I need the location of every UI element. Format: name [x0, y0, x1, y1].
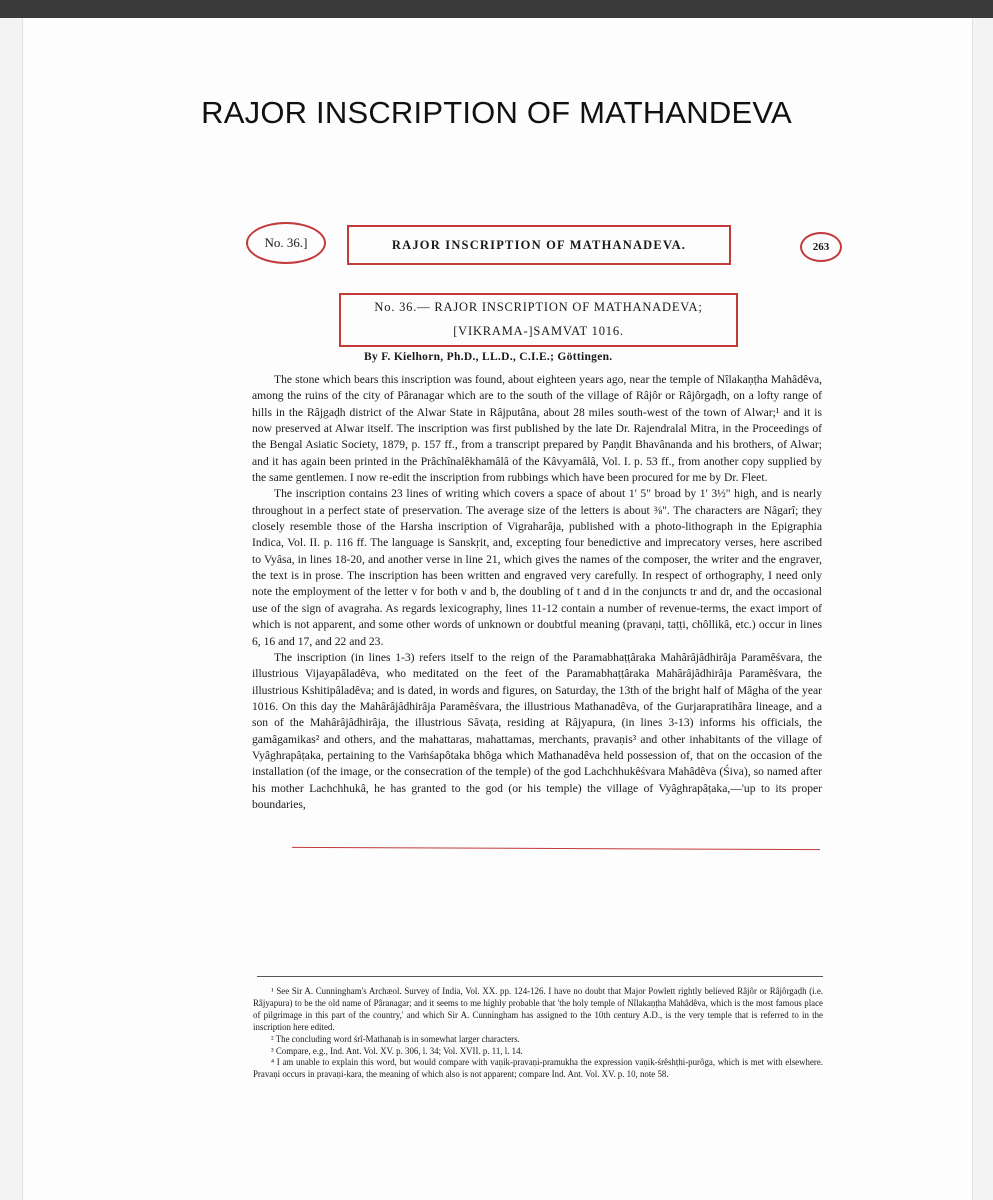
- footnote: ² The concluding word śrî-Mathanaḥ is in somewhat larger characters.: [271, 1033, 520, 1044]
- paragraph: The stone which bears this inscription was found, about eighteen years ago, near the temple of Nîlakaṇṭha Mahâdêva, among the ruins of the city of Pâranagar which are to the south of the village of Râjôr or Râjôrgaḍh, on a lofty range of hills in the Râjgaḍh district of the Alwar State in Râjputâna, about 28 miles south-west of the town of Alwar;¹ and it is now preserved at Alwar itself. The inscription was first published by the late Dr. Rajendralal Mitra, in the Proceedings of the Bengal Asiatic Society, 1879, p. 157 ff., from a transcript prepared by Paṇḍit Bhavânanda and his brothers, of Alwar; and it has again been printed in the Prâchînalêkhamâlâ of the Kâvyamâlâ, Vol. I. p. 53 ff., from another copy supplied by the same gentlemen. I now re-edit the inscription from rubbings which have been procured for me by Dr. Fleet.: [252, 373, 822, 485]
- page-number-text: 263: [812, 241, 830, 253]
- paragraph: The inscription contains 23 lines of writing which covers a space of about 1' 5" broad by 1' 3½" high, and is nearly throughout in a perfect state of preservation. The average size of the letters is about ⅜". The characters are Nâgarî; they closely resemble those of the Harsha inscription of Vigraharâja, published with a photo-lithograph in the Epigraphia Indica, Vol. II. p. 116 ff. The language is Sanskṛit, and, excepting four benedictive and imprecatory verses, here ascribed to Vyâsa, in lines 18-20, and another verse in line 21, which gives the names of the composer, the writer and the engraver, the text is in prose. The inscription has been written and engraved very carefully. In respect of orthography, I need only note the employment of the letter v for both v and b, the doubling of t and d in the conjuncts tr and dr, and the occasional use of the sign of avagraha. As regards lexicography, lines 11-12 contain a number of revenue-terms, the exact import of which is not apparent, and some other words of unknown or doubtful meaning (pravaṇi, taṭṭi, chôllikâ, etc.) occur in lines 6, 16 and 17, and 22 and 23.: [252, 487, 822, 648]
- paragraph: The inscription (in lines 1-3) refers itself to the reign of the Paramabhaṭṭâraka Mahârâjâdhirâja Paramêśvara, the illustrious Vijayapâladêva, who meditated on the feet of the Paramabhaṭṭâraka Mahârâjâdhirâja Paramêśvara, the illustrious Kshitipâladêva; and is dated, in words and figures, on Saturday, the 13th of the bright half of Mâgha of the year 1016. On this day the Mahârâjâdhirâja Paramêśvara, the illustrious Mathanadêva, of the Gurjarapratihâra lineage, and a son of the Mahârâjâdhirâja, the illustrious Sâvaṭa, residing at Râjyapura, (in lines 3-13) informs his officials, the gamâgamikas² and others, and the mahattaras, mahattamas, merchants, pravaṇis³ and other inhabitants of the village of Vyâghrapâṭaka, pertaining to the Vaṁśapôtaka bhôga which Mathanadêva held possession of, that on the occasion of the installation (of the image, or the consecration of the temple) of the god Lachchhukêśvara Mahâdêva (Śiva), so named after his mother Lachchhukâ, he has granted to the god (or his temple) the village of Vyâghrapâṭaka,—'up to its proper boundaries,: [252, 650, 822, 811]
- top-bar: [0, 0, 993, 18]
- footnotes: [253, 986, 823, 1136]
- article-byline: By F. Kielhorn, Ph.D., LL.D., C.I.E.; Göttingen.: [364, 351, 613, 363]
- footnote: ³ Compare, e.g., Ind. Ant. Vol. XV. p. 306, l. 34; Vol. XVII. p. 11, l. 14.: [271, 1045, 523, 1056]
- page-number: [800, 232, 842, 262]
- article-heading-line1: No. 36.— RAJOR INSCRIPTION OF MATHANADEVA;: [374, 300, 703, 314]
- page-title: RAJOR INSCRIPTION OF MATHANDEVA: [201, 95, 792, 130]
- article-heading-line2: [VIKRAMA-]SAMVAT 1016.: [453, 324, 624, 338]
- article-body: [252, 372, 822, 962]
- running-head-number: [246, 222, 326, 264]
- running-head-title: [347, 225, 731, 265]
- footnote: ¹ See Sir A. Cunningham's Archæol. Survey of India, Vol. XX. pp. 124-126. I have no doubt that Major Powlett rightly believed Râjôr or Râjôrgaḍh (i.e. Râjyapura) to be the old name of Pâranagar; and it seems to me highly probable that 'the holy temple of Nîlakaṇṭha Mahâdêva, which is the most famous place of pilgrimage in this part of the country,' and which Sir A. Cunningham has assigned to the 10th century A.D., is the very temple that is referred to in the inscription here edited.: [253, 986, 823, 1032]
- running-head-number-text: No. 36.]: [264, 235, 308, 250]
- footnote-divider: [257, 976, 823, 977]
- running-head-title-text: RAJOR INSCRIPTION OF MATHANADEVA.: [391, 237, 687, 252]
- footnote: ⁴ I am unable to explain this word, but would compare with vaṇik-pravaṇi-pramukha the expression vaṇik-śrêshṭhi-purôga, which is met with elsewhere. Pravaṇi occurs in pravaṇi-kara, the meaning of which also is not apparent; compare Ind. Ant. Vol. XV. p. 10, note 58.: [253, 1057, 823, 1080]
- article-heading: [339, 293, 738, 347]
